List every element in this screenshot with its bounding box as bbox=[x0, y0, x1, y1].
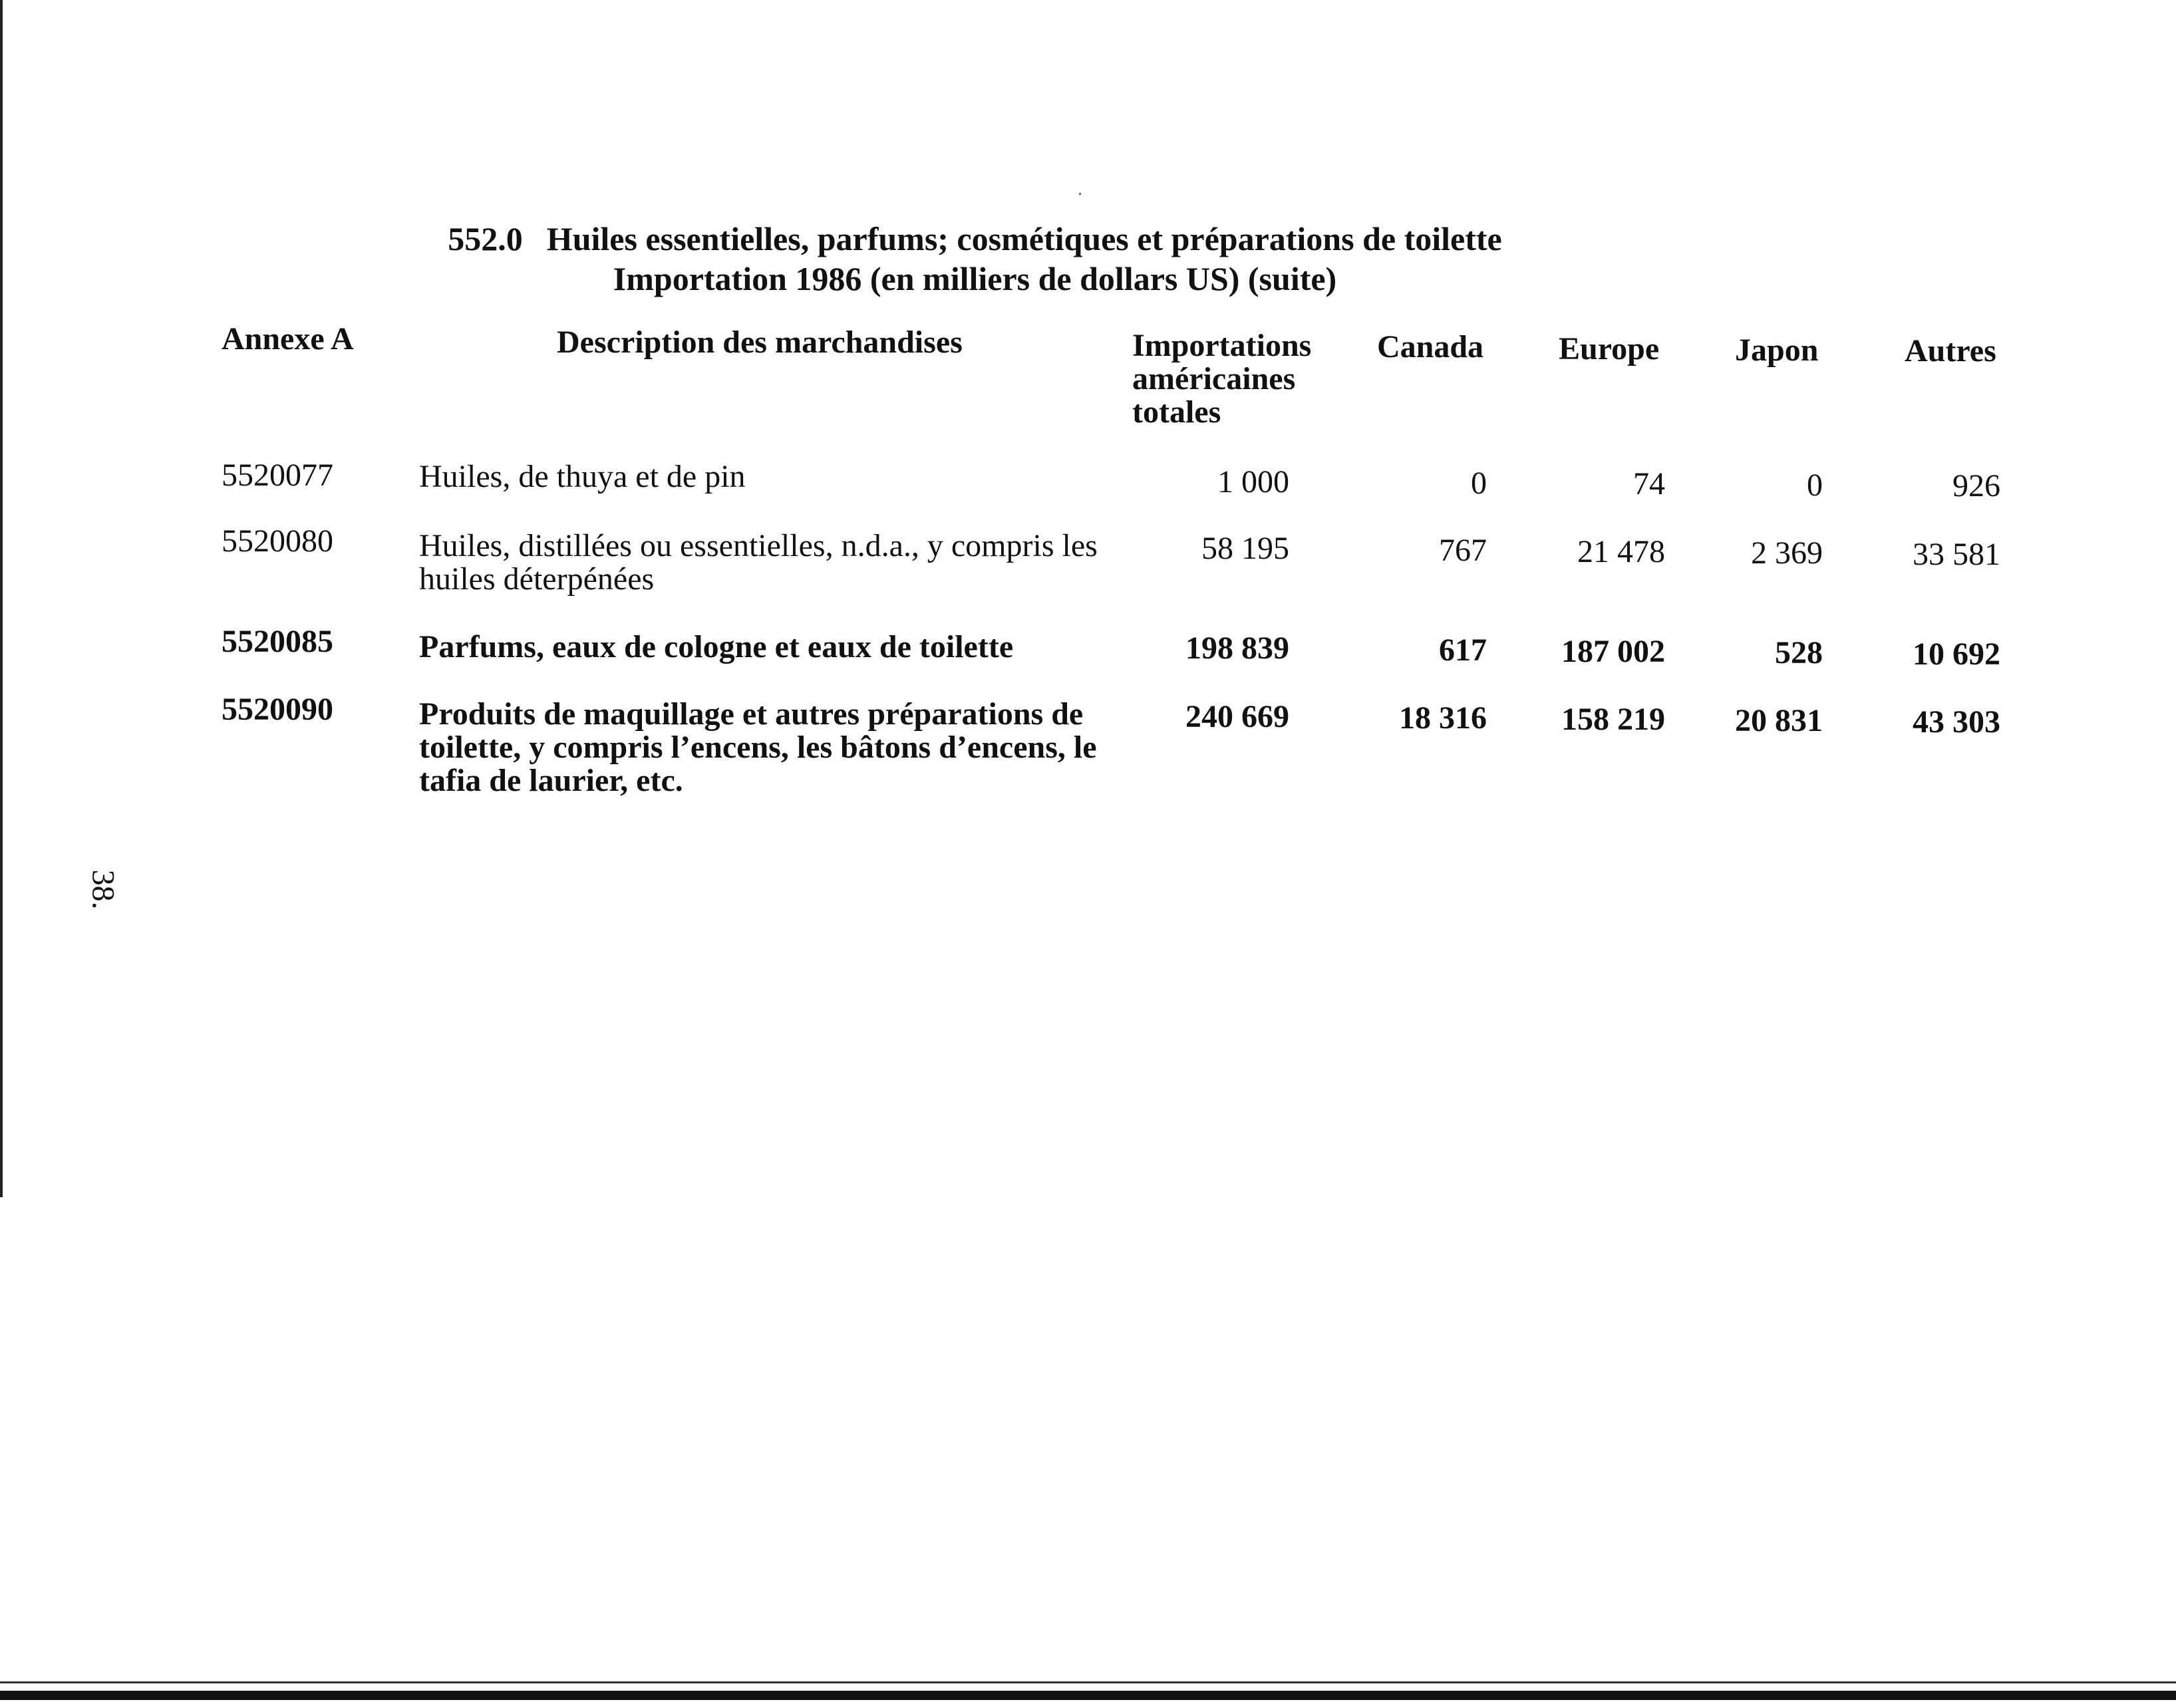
row-4-europe: 158 219 bbox=[1561, 702, 1665, 737]
header-canada: Canada bbox=[1377, 329, 1484, 364]
row-4-canada: 18 316 bbox=[1399, 700, 1487, 736]
row-4-description: Produits de maquillage et autres préparations de toilette, y compris l’encens, les bâtons d’encens, le tafia de laurier, etc. bbox=[419, 696, 1097, 798]
header-annexe: Annexe A bbox=[222, 321, 354, 356]
scan-edge-bottom-thin bbox=[0, 1681, 2176, 1683]
row-2-autres: 33 581 bbox=[1913, 537, 2000, 572]
header-description: Description des marchandises bbox=[557, 325, 963, 360]
scan-edge-left bbox=[0, 0, 3, 1197]
header-europe: Europe bbox=[1559, 331, 1660, 366]
section-number: 552.0 bbox=[448, 220, 523, 257]
row-3-code: 5520085 bbox=[222, 624, 333, 659]
row-4-japon: 20 831 bbox=[1735, 703, 1823, 738]
row-1-europe: 74 bbox=[1633, 466, 1665, 501]
row-3-autres: 10 692 bbox=[1913, 637, 2000, 672]
row-1-canada: 0 bbox=[1471, 466, 1487, 501]
row-2-code: 5520080 bbox=[222, 523, 333, 559]
row-3-japon: 528 bbox=[1775, 635, 1823, 670]
header-imports: Importations américaines totales bbox=[1132, 328, 1312, 430]
row-4-imports: 240 669 bbox=[1185, 699, 1289, 734]
row-1-code: 5520077 bbox=[222, 458, 333, 493]
row-1-imports: 1 000 bbox=[1217, 464, 1289, 499]
document-title bbox=[0, 221, 2063, 256]
row-3-canada: 617 bbox=[1439, 633, 1487, 668]
page-number: 38. bbox=[85, 869, 121, 910]
row-2-canada: 767 bbox=[1439, 533, 1487, 568]
row-3-description: Parfums, eaux de cologne et eaux de toilette bbox=[419, 629, 1014, 664]
row-4-autres: 43 303 bbox=[1913, 704, 2000, 740]
row-1-autres: 926 bbox=[1952, 468, 2000, 503]
row-3-europe: 187 002 bbox=[1561, 634, 1665, 669]
header-autres: Autres bbox=[1905, 333, 1996, 368]
row-2-imports: 58 195 bbox=[1201, 531, 1289, 566]
document-subtitle: Importation 1986 (en milliers de dollars US) (suite) bbox=[613, 260, 1337, 297]
row-1-japon: 0 bbox=[1807, 468, 1823, 503]
row-2-japon: 2 369 bbox=[1751, 535, 1823, 571]
title-line-1: Huiles essentielles, parfums; cosmétiques et préparations de toilette bbox=[546, 220, 1502, 257]
row-4-code: 5520090 bbox=[222, 692, 333, 727]
header-japon: Japon bbox=[1735, 333, 1819, 368]
scan-edge-bottom bbox=[0, 1691, 2176, 1700]
row-1-description: Huiles, de thuya et de pin bbox=[419, 459, 746, 494]
row-2-europe: 21 478 bbox=[1577, 534, 1665, 569]
row-2-description: Huiles, distillées ou essentielles, n.d.a., y compris les huiles déterpénées bbox=[419, 528, 1098, 597]
scan-speck bbox=[1079, 193, 1081, 195]
row-3-imports: 198 839 bbox=[1185, 631, 1289, 666]
